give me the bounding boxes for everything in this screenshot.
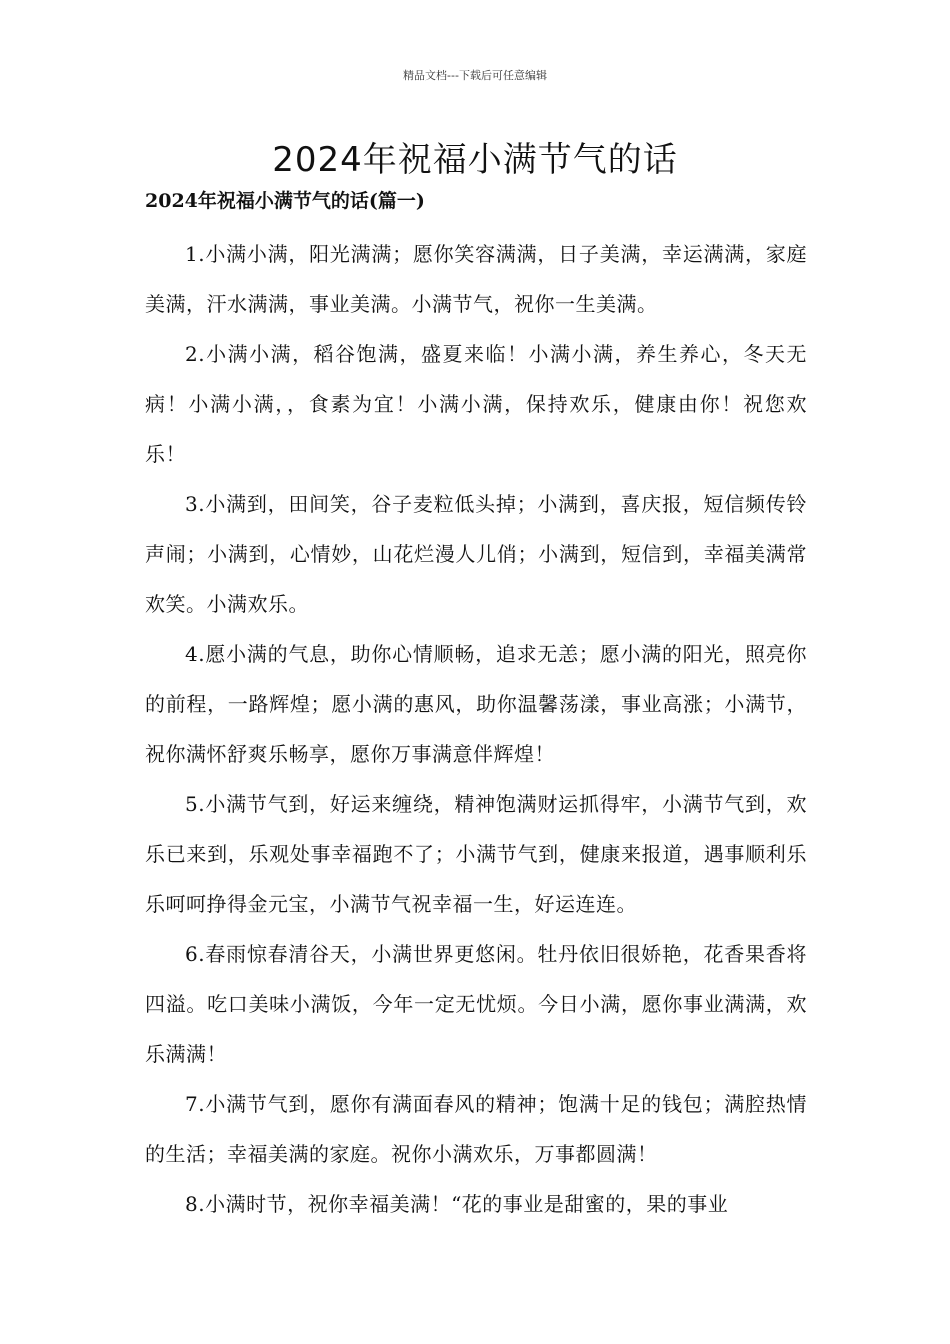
- document-body: [145, 229, 807, 1229]
- paragraph-5: 5.小满节气到，好运来缠绕，精神饱满财运抓得牢，小满节气到，欢乐已来到，乐观处事幸福跑不了；小满节气到，健康来报道，遇事顺利乐乐呵呵挣得金元宝，小满节气祝幸福一生，好运连连。: [145, 792, 807, 916]
- paragraph-1: 1.小满小满，阳光满满；愿你笑容满满，日子美满，幸运满满，家庭美满，汗水满满，事业美满。小满节气，祝你一生美满。: [145, 242, 807, 316]
- paragraph-7: 7.小满节气到，愿你有满面春风的精神；饱满十足的钱包；满腔热情的生活；幸福美满的家庭。祝你小满欢乐，万事都圆满！: [145, 1092, 807, 1166]
- paragraph-8: 8.小满时节，祝你幸福美满！“花的事业是甜蜜的，果的事业: [185, 1192, 729, 1216]
- section-heading: 2024年祝福小满节气的话(篇一): [145, 190, 425, 212]
- paragraph-6: 6.春雨惊春清谷天，小满世界更悠闲。牡丹依旧很娇艳，花香果香将四溢。吃口美味小满饭，今年一定无忧烦。今日小满，愿你事业满满，欢乐满满！: [145, 942, 807, 1066]
- paragraph-3: 3.小满到，田间笑，谷子麦粒低头掉；小满到，喜庆报，短信频传铃声闹；小满到，心情妙，山花烂漫人儿俏；小满到，短信到，幸福美满常欢笑。小满欢乐。: [145, 492, 807, 616]
- page-title: 2024年祝福小满节气的话: [272, 140, 678, 180]
- header-note: 精品文档---下载后可任意编辑: [403, 69, 547, 82]
- paragraph-4: 4.愿小满的气息，助你心情顺畅，追求无恙；愿小满的阳光，照亮你的前程，一路辉煌；愿小满的惠风，助你温馨荡漾，事业高涨；小满节，祝你满怀舒爽乐畅享，愿你万事满意伴辉煌！: [145, 642, 807, 766]
- paragraph-2: 2.小满小满，稻谷饱满，盛夏来临！小满小满，养生养心，冬天无病！小满小满，，食素为宜！小满小满，保持欢乐，健康由你！祝您欢乐！: [145, 342, 807, 466]
